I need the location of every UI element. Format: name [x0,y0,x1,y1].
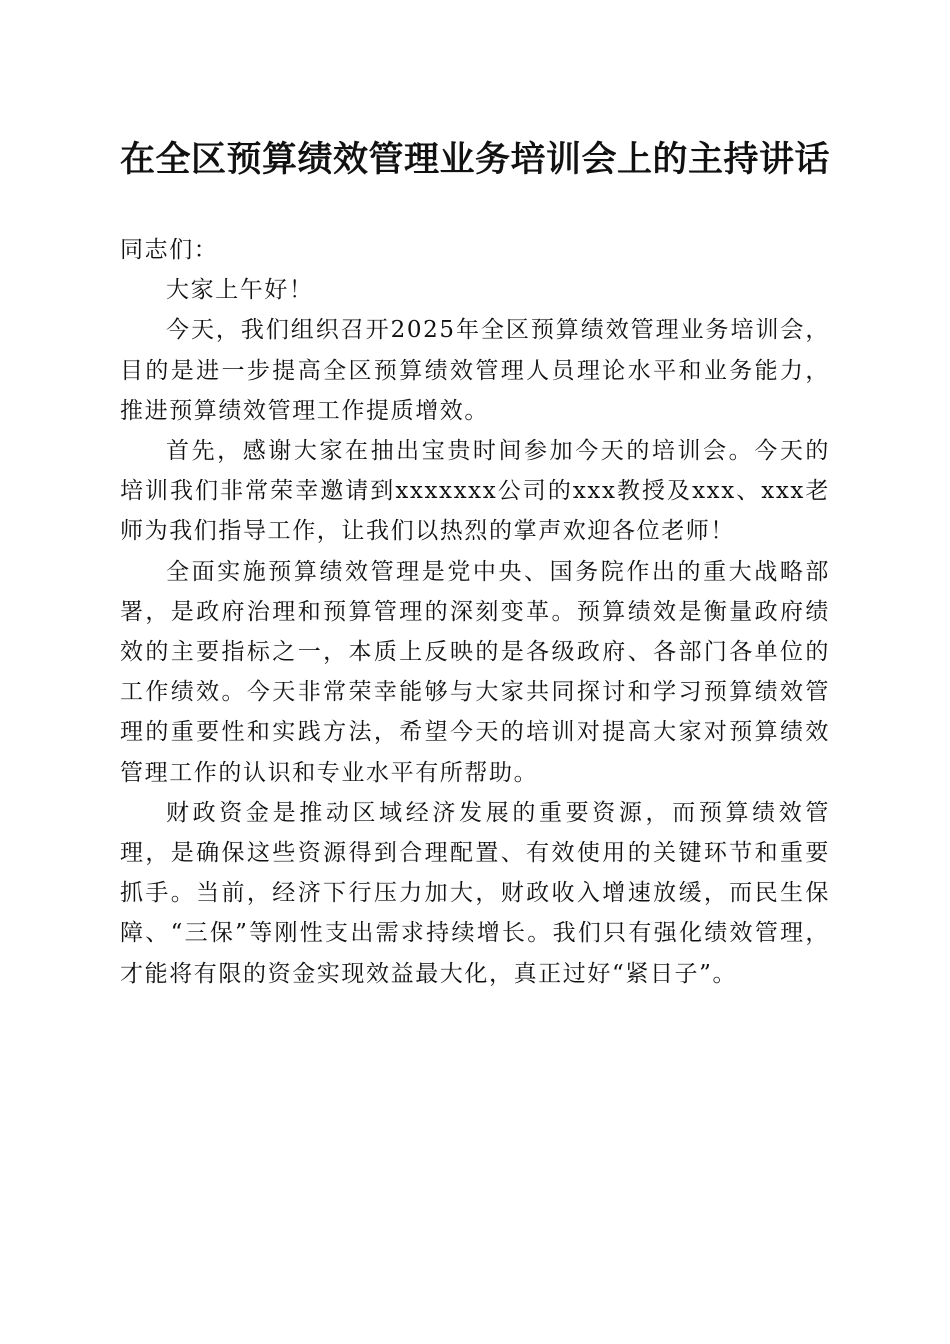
paragraph-purpose: 今天，我们组织召开2025年全区预算绩效管理业务培训会，目的是进一步提高全区预算绩效管理人员理论水平和业务能力，推进预算绩效管理工作提质增效。 [120,317,830,424]
document-title: 在全区预算绩效管理业务培训会上的主持讲话 [119,139,830,180]
paragraph-greeting: 大家上午好！ [166,277,314,304]
paragraph-importance: 全面实施预算绩效管理是党中央、国务院作出的重大战略部署，是政府治理和预算管理的深刻变革。预算绩效是衡量政府绩效的主要指标之一，本质上反映的是各级政府、各部门各单位的工作绩效。今天非常荣幸能够与大家共同探讨和学习预算绩效管理的重要性和实践方法，希望今天的培训对提高大家对预算绩效管理工作的认识和专业水平有所帮助。 [120,558,830,786]
document-body [120,230,830,994]
paragraph-thanks: 首先，感谢大家在抽出宝贵时间参加今天的培训会。今天的培训我们非常荣幸邀请到xxxxxxx公司的xxx教授及xxx、xxx老师为我们指导工作，让我们以热烈的掌声欢迎各位老师！ [120,438,830,545]
salutation: 同志们： [120,237,219,263]
paragraph-fiscal-funds: 财政资金是推动区域经济发展的重要资源，而预算绩效管理，是确保这些资源得到合理配置、有效使用的关键环节和重要抓手。当前，经济下行压力加大，财政收入增速放缓，而民生保障、“三保”等刚性支出需求持续增长。我们只有强化绩效管理，才能将有限的资金实现效益最大化，真正过好“紧日子”。 [120,799,830,987]
